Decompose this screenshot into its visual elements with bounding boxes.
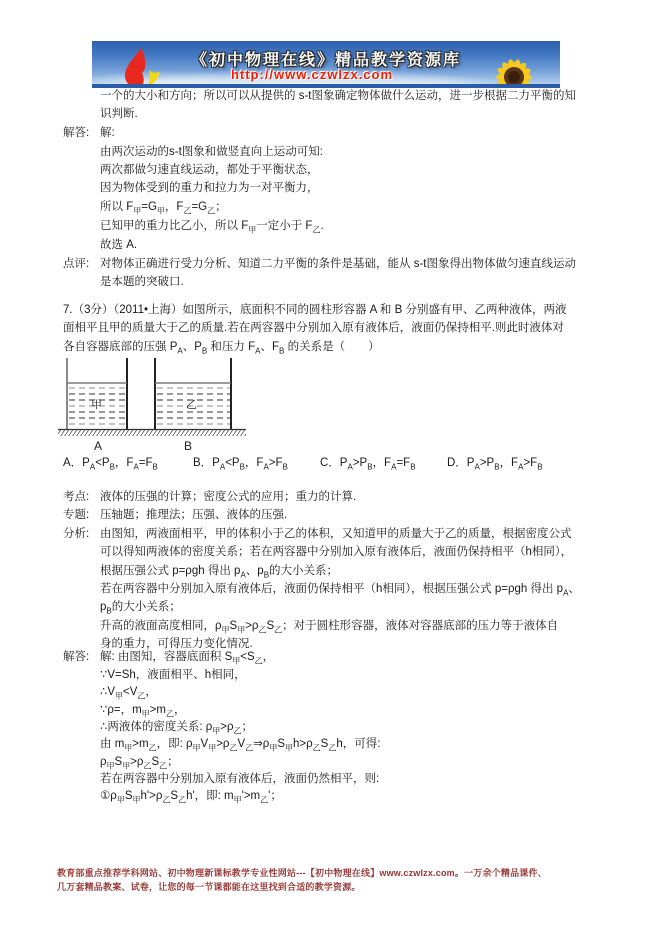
text-line: 若在两容器中分别加入原有液体后，液面仍保持相平（h相同），根据压强公式 p=ρgh 得出 $p_A$、 [100, 583, 580, 598]
formula-line: 所以 $F_甲=G_甲$，$F_乙=G_乙$； [100, 201, 227, 216]
section-label-dianping: 点评: [63, 258, 90, 270]
text-line: 若在两容器中分别加入原有液体后，液面仍然相平，则: [100, 773, 380, 785]
containers-figure [58, 356, 258, 454]
container-b [155, 358, 231, 429]
text-line: 可以得知两液体的密度关系；若在两容器中分别加入原有液体后，液面仍保持相平（h相同）， [100, 546, 573, 558]
banner-title: 《初中物理在线》精品教学资源库 [190, 52, 462, 69]
text-line: 由两次运动的s-t图象和做竖直向上运动可知: [100, 146, 323, 158]
formula-line: $p_B$的大小关系； [100, 601, 181, 616]
text-line: 压轴题；推理法；压强、液体的压强. [100, 509, 288, 521]
text-line: 对物体正确进行受力分析、知道二力平衡的条件是基础，能从 s-t图象得出物体做匀速直线运动 [100, 258, 576, 270]
formula-line: 已知甲的重力比乙小，所以 $F_甲$一定小于 $F_乙$. [100, 220, 324, 235]
option-b: B．$P_A<P_B$，$F_A>F_B$ [193, 457, 288, 472]
text-line: 是本题的突破口. [100, 276, 184, 288]
formula-line: ∵ρ=，$m_甲>m_乙$， [100, 704, 186, 719]
formula-line: ∴两液体的密度关系: $\rho_甲>\rho_乙$； [100, 721, 254, 736]
footer-line: 几万套精品教案、试卷，让您的每一节课都能在这里找到合适的教学资源。 [57, 882, 361, 892]
site-banner [92, 41, 560, 88]
banner-bottom-strip [92, 84, 560, 88]
question-stem-line: 面相平且甲的质量大于乙的质量.若在两容器中分别加入原有液体后，液面仍保持相平.则此时液体对 [63, 322, 564, 334]
site-logo-icon [114, 47, 168, 88]
formula-line: 由 $m_甲>m_乙$，即: $\rho_甲V_甲>\rho_乙V_乙\Rightarrow\rho_甲S_甲h>\rho_乙S_乙h$，可得: [100, 738, 381, 753]
text-line: 识判断. [100, 108, 138, 120]
text-line: 两次都做匀速直线运动，都处于平衡状态， [100, 164, 319, 176]
sunflower-image [476, 53, 554, 88]
question-stem-line: 各自容器底部的压强 $P_A$、$P_B$ 和压力 $F_A$、$F_B$ 的关系是（ ） [63, 341, 380, 356]
formula-line: $\rho_甲S_甲>\rho_乙S_乙$； [100, 756, 179, 771]
formula-line: $\therefore V_甲<V_乙$， [100, 686, 157, 701]
liquid-label-jia: 甲 [91, 399, 102, 411]
section-label-zhuanti: 专题: [63, 509, 90, 521]
section-label-jieda2: 解答: [63, 651, 90, 663]
section-label-kaodian: 考点: [63, 491, 90, 503]
text-line: 一个的大小和方向；所以可以从提供的 s-t图象确定物体做什么运动，进一步根据二力平衡的知 [100, 90, 576, 102]
formula-line: 升高的液面高度相同，$\rho_甲S_甲>\rho_乙S_乙$；对于圆柱形容器，液体对容器底部的压力等于液体自 [100, 620, 559, 635]
text-line: 故选 A. [100, 239, 138, 251]
formula-line: 根据压强公式 p=ρgh 得出 $p_A$、$p_B$的大小关系； [100, 565, 339, 580]
banner-url-link[interactable]: http://www.czwlzx.com [230, 67, 394, 82]
section-label-fenxi: 分析: [63, 528, 90, 540]
formula-line: ∵V=Sh，液面相平、h相同， [100, 669, 246, 681]
formula-line: $①\rho_甲S_甲h'>\rho_乙S_乙h'$，即: $m_甲'>m_乙'$； [100, 790, 282, 805]
container-a [67, 358, 127, 429]
liquid-label-yi: 乙 [186, 399, 197, 411]
figure-caption-a: A [94, 439, 103, 453]
question-stem-line: 7.（3分）（2011•上海）如图所示，底面积不同的圆柱形容器 A 和 B 分别盛有甲、乙两种液体，两液 [63, 304, 567, 316]
footer-line: 教育部重点推荐学科网站、初中物理新课标教学专业性网站---【初中物理在线】www.czwlzx.com。一万余个精品课件、 [57, 868, 547, 878]
section-label-jieda: 解答: [63, 127, 90, 139]
text-line: 身的重力，可得压力变化情况. [100, 638, 253, 650]
text-line: 液体的压强的计算；密度公式的应用；重力的计算. [100, 491, 357, 503]
text-line: 因为物体受到的重力和拉力为一对平衡力， [100, 182, 319, 194]
text-line: 由图知，两液面相平，甲的体积小于乙的体积，又知道甲的质量大于乙的质量，根据密度公式 [100, 528, 572, 540]
text-line: 解: [100, 127, 115, 139]
figure-caption-b: B [184, 439, 193, 453]
option-d: D．$P_A>P_B$，$F_A>F_B$ [447, 457, 543, 472]
option-a: A．$P_A<P_B$，$F_A=F_B$ [63, 457, 158, 472]
option-c: C．$P_A>P_B$，$F_A=F_B$ [320, 457, 416, 472]
formula-line: 解: 由图知，容器底面积 $S_甲<S_乙$， [100, 651, 275, 666]
ground-hatch [58, 430, 246, 437]
